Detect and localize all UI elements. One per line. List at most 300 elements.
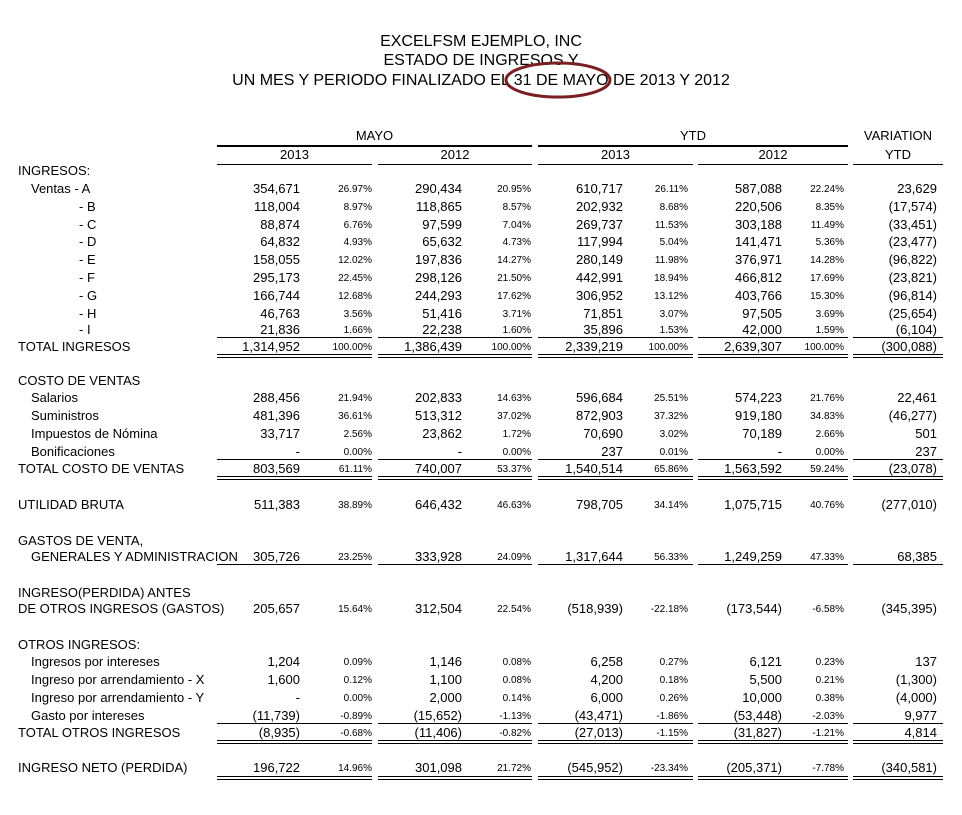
row-label: Ventas - A — [31, 181, 91, 196]
total-rule — [853, 743, 943, 744]
amount-cell: 65,632 — [422, 234, 462, 249]
total-rule — [853, 357, 943, 358]
total-rule — [378, 354, 532, 355]
total-rule — [538, 743, 693, 744]
amount-cell: 22,461 — [897, 390, 937, 405]
percent-cell: 0.00% — [343, 693, 372, 704]
total-rule — [698, 459, 848, 460]
amount-cell: 158,055 — [253, 252, 300, 267]
total-rule — [217, 459, 372, 460]
amount-cell: (31,827) — [733, 725, 782, 740]
percent-cell: 17.62% — [497, 291, 531, 302]
header-mayo-2012: 2012 — [440, 147, 470, 162]
percent-cell: 5.04% — [659, 237, 688, 248]
amount-cell: 23,629 — [897, 181, 937, 196]
amount-cell: (277,010) — [881, 497, 937, 512]
percent-cell: 26.11% — [654, 184, 688, 195]
amount-cell: 646,432 — [415, 497, 462, 512]
amount-cell: 574,223 — [735, 390, 782, 405]
percent-cell: -6.58% — [812, 604, 844, 615]
percent-cell: 0.38% — [815, 693, 844, 704]
total-rule — [217, 479, 372, 480]
amount-cell: (345,395) — [881, 601, 937, 616]
total-rule — [217, 357, 372, 358]
total-rule — [378, 337, 532, 338]
amount-cell: (15,652) — [413, 708, 462, 723]
header-ytd: YTD — [680, 128, 706, 143]
amount-cell: 303,188 — [735, 217, 782, 232]
percent-cell: 40.76% — [810, 500, 844, 511]
amount-cell: 117,994 — [576, 234, 623, 249]
amount-cell: 290,434 — [415, 181, 462, 196]
total-rule — [853, 337, 943, 338]
amount-cell: (340,581) — [881, 760, 937, 775]
percent-cell: 3.02% — [659, 429, 688, 440]
amount-cell: 2,639,307 — [724, 339, 782, 354]
amount-cell: 1,386,439 — [404, 339, 462, 354]
amount-cell: (300,088) — [881, 339, 937, 354]
row-label: Gasto por intereses — [31, 708, 145, 723]
row-label: Impuestos de Nómina — [31, 426, 158, 441]
total-rule — [217, 779, 372, 780]
amount-cell: 5,500 — [749, 672, 782, 687]
percent-cell: 11.49% — [810, 220, 844, 231]
total-rule — [538, 354, 693, 355]
amount-cell: 88,874 — [260, 217, 300, 232]
amount-cell: (23,078) — [888, 461, 937, 476]
percent-cell: 100.00% — [332, 342, 372, 353]
amount-cell: (1,300) — [895, 672, 937, 687]
percent-cell: 12.02% — [338, 255, 372, 266]
percent-cell: 0.08% — [502, 657, 531, 668]
percent-cell: 0.01% — [659, 447, 688, 458]
row-label: COSTO DE VENTAS — [18, 373, 141, 388]
percent-cell: 0.08% — [502, 675, 531, 686]
amount-cell: 42,000 — [742, 322, 782, 337]
total-rule — [853, 564, 943, 565]
total-rule — [698, 776, 848, 777]
percent-cell: 0.18% — [659, 675, 688, 686]
amount-cell: 202,932 — [576, 199, 623, 214]
percent-cell: 14.27% — [497, 255, 531, 266]
row-label: - E — [79, 252, 96, 267]
row-label: INGRESO(PERDIDA) ANTES — [18, 585, 191, 600]
amount-cell: 2,339,219 — [565, 339, 623, 354]
header-rule — [698, 164, 848, 165]
percent-cell: 1.72% — [502, 429, 531, 440]
total-rule — [853, 476, 943, 477]
amount-cell: 97,505 — [742, 306, 782, 321]
amount-cell: (25,654) — [888, 306, 937, 321]
percent-cell: 0.00% — [815, 447, 844, 458]
percent-cell: 0.00% — [502, 447, 531, 458]
percent-cell: -22.18% — [650, 604, 688, 615]
row-label: GASTOS DE VENTA, — [18, 533, 144, 548]
percent-cell: 12.68% — [338, 291, 372, 302]
row-label: - D — [79, 234, 97, 249]
percent-cell: 100.00% — [648, 342, 688, 353]
percent-cell: 1.66% — [343, 325, 372, 336]
amount-cell: 197,836 — [415, 252, 462, 267]
total-rule — [217, 476, 372, 477]
total-rule — [698, 723, 848, 724]
percent-cell: 21.76% — [810, 393, 844, 404]
row-label: - B — [79, 199, 96, 214]
percent-cell: 8.97% — [343, 202, 372, 213]
amount-cell: 21,836 — [260, 322, 300, 337]
amount-cell: 740,007 — [415, 461, 462, 476]
amount-cell: 511,383 — [253, 497, 300, 512]
percent-cell: 36.61% — [338, 411, 372, 422]
percent-cell: 13.12% — [654, 291, 688, 302]
amount-cell: (96,822) — [888, 252, 937, 267]
total-rule — [853, 459, 943, 460]
percent-cell: 11.98% — [654, 255, 688, 266]
percent-cell: 14.96% — [338, 763, 372, 774]
statement-title: ESTADO DE INGRESOS Y — [383, 52, 579, 69]
percent-cell: 8.68% — [659, 202, 688, 213]
amount-cell: 1,204 — [267, 654, 300, 669]
percent-cell: 21.94% — [338, 393, 372, 404]
amount-cell: 1,075,715 — [724, 497, 782, 512]
amount-cell: 6,258 — [590, 654, 623, 669]
percent-cell: -0.68% — [340, 728, 372, 739]
total-rule — [538, 459, 693, 460]
percent-cell: 100.00% — [491, 342, 531, 353]
header-ytd-2013: 2013 — [601, 147, 630, 162]
row-label: TOTAL OTROS INGRESOS — [18, 725, 181, 740]
percent-cell: 21.50% — [497, 273, 531, 284]
percent-cell: -7.78% — [812, 763, 844, 774]
amount-cell: (33,451) — [888, 217, 937, 232]
amount-cell: 4,814 — [904, 725, 937, 740]
total-rule — [538, 337, 693, 338]
row-label: GENERALES Y ADMINISTRACION — [31, 549, 238, 564]
period-title: UN MES Y PERIODO FINALIZADO EL 31 DE MAYO DE 2013 Y 2012 — [232, 72, 730, 89]
total-rule — [853, 723, 943, 724]
amount-cell: (518,939) — [567, 601, 623, 616]
row-label: - C — [79, 217, 97, 232]
percent-cell: 61.11% — [338, 464, 372, 475]
amount-cell: (46,277) — [888, 408, 937, 423]
amount-cell: 237 — [915, 444, 937, 459]
amount-cell: 202,833 — [415, 390, 462, 405]
row-label: INGRESO NETO (PERDIDA) — [18, 760, 188, 775]
total-rule — [698, 476, 848, 477]
header-variation: VARIATION — [863, 128, 933, 143]
amount-cell: 587,088 — [735, 181, 782, 196]
total-rule — [698, 337, 848, 338]
total-rule — [698, 354, 848, 355]
percent-cell: 0.12% — [343, 675, 372, 686]
amount-cell: 919,180 — [735, 408, 782, 423]
amount-cell: - — [295, 690, 300, 705]
percent-cell: 23.25% — [338, 552, 372, 563]
total-rule — [698, 564, 848, 565]
amount-cell: 6,121 — [749, 654, 782, 669]
total-rule — [378, 723, 532, 724]
amount-cell: (27,013) — [574, 725, 623, 740]
total-rule — [853, 354, 943, 355]
percent-cell: 3.56% — [343, 309, 372, 320]
amount-cell: (96,814) — [888, 288, 937, 303]
percent-cell: 34.83% — [810, 411, 844, 422]
percent-cell: 0.27% — [659, 657, 688, 668]
percent-cell: 17.69% — [810, 273, 844, 284]
amount-cell: 1,314,952 — [242, 339, 300, 354]
percent-cell: 6.76% — [343, 220, 372, 231]
amount-cell: 501 — [915, 426, 937, 441]
amount-cell: 166,744 — [253, 288, 300, 303]
percent-cell: 1.59% — [815, 325, 844, 336]
amount-cell: 288,456 — [253, 390, 300, 405]
percent-cell: 15.30% — [810, 291, 844, 302]
amount-cell: 305,726 — [253, 549, 300, 564]
percent-cell: 4.73% — [502, 237, 531, 248]
total-rule — [853, 779, 943, 780]
total-rule — [698, 740, 848, 741]
percent-cell: 21.72% — [497, 763, 531, 774]
amount-cell: 1,100 — [429, 672, 462, 687]
percent-cell: 65.86% — [654, 464, 688, 475]
amount-cell: (17,574) — [888, 199, 937, 214]
percent-cell: 3.71% — [502, 309, 531, 320]
amount-cell: 1,563,592 — [724, 461, 782, 476]
header-rule — [217, 164, 372, 165]
percent-cell: 1.53% — [659, 325, 688, 336]
header-rule — [853, 164, 943, 165]
percent-cell: 7.04% — [502, 220, 531, 231]
amount-cell: 71,851 — [583, 306, 623, 321]
amount-cell: 51,416 — [422, 306, 462, 321]
total-rule — [698, 479, 848, 480]
amount-cell: 237 — [601, 444, 623, 459]
percent-cell: 0.23% — [815, 657, 844, 668]
amount-cell: 280,149 — [576, 252, 623, 267]
header-rule — [538, 164, 693, 165]
amount-cell: - — [457, 444, 462, 459]
amount-cell: 244,293 — [415, 288, 462, 303]
percent-cell: 11.53% — [654, 220, 688, 231]
percent-cell: 8.57% — [502, 202, 531, 213]
percent-cell: -1.13% — [499, 711, 531, 722]
amount-cell: 872,903 — [576, 408, 623, 423]
percent-cell: 22.45% — [338, 273, 372, 284]
percent-cell: 38.89% — [338, 500, 372, 511]
amount-cell: 64,832 — [260, 234, 300, 249]
total-rule — [538, 740, 693, 741]
total-rule — [217, 337, 372, 338]
percent-cell: 59.24% — [810, 464, 844, 475]
percent-cell: -0.89% — [340, 711, 372, 722]
percent-cell: 0.26% — [659, 693, 688, 704]
row-label: - G — [79, 288, 98, 303]
amount-cell: 269,737 — [576, 217, 623, 232]
percent-cell: 37.02% — [497, 411, 531, 422]
percent-cell: 25.51% — [654, 393, 688, 404]
percent-cell: 3.69% — [815, 309, 844, 320]
amount-cell: 333,928 — [415, 549, 462, 564]
amount-cell: 513,312 — [415, 408, 462, 423]
amount-cell: 97,599 — [422, 217, 462, 232]
amount-cell: (11,739) — [252, 708, 300, 723]
total-rule — [698, 743, 848, 744]
amount-cell: 312,504 — [415, 601, 462, 616]
total-rule — [538, 776, 693, 777]
percent-cell: 1.60% — [502, 325, 531, 336]
percent-cell: 22.24% — [810, 184, 844, 195]
percent-cell: 3.07% — [659, 309, 688, 320]
amount-cell: 70,690 — [583, 426, 623, 441]
header-mayo-2013: 2013 — [280, 147, 309, 162]
amount-cell: (173,544) — [726, 601, 782, 616]
amount-cell: (4,000) — [895, 690, 937, 705]
percent-cell: -1.21% — [812, 728, 844, 739]
amount-cell: 306,952 — [576, 288, 623, 303]
row-label: TOTAL INGRESOS — [18, 339, 131, 354]
amount-cell: (53,448) — [733, 708, 782, 723]
row-label: Ingreso por arrendamiento - X — [31, 672, 205, 687]
amount-cell: 9,977 — [904, 708, 937, 723]
header-mayo: MAYO — [355, 128, 394, 143]
total-rule — [378, 776, 532, 777]
header-ytd-2012: 2012 — [758, 147, 788, 162]
total-rule — [378, 564, 532, 565]
amount-cell: 118,004 — [253, 199, 300, 214]
amount-cell: 610,717 — [576, 181, 623, 196]
total-rule — [217, 743, 372, 744]
total-rule — [378, 479, 532, 480]
amount-cell: 33,717 — [260, 426, 300, 441]
total-rule — [217, 564, 372, 565]
amount-cell: 295,173 — [253, 270, 300, 285]
percent-cell: -1.86% — [656, 711, 688, 722]
percent-cell: 53.37% — [497, 464, 531, 475]
amount-cell: (205,371) — [726, 760, 782, 775]
total-rule — [538, 723, 693, 724]
amount-cell: 46,763 — [260, 306, 300, 321]
total-rule — [538, 779, 693, 780]
percent-cell: 26.97% — [338, 184, 372, 195]
total-rule — [217, 740, 372, 741]
row-label: Ingresos por intereses — [31, 654, 160, 669]
total-rule — [217, 723, 372, 724]
amount-cell: (545,952) — [567, 760, 623, 775]
header-rule — [378, 164, 532, 165]
amount-cell: 4,200 — [590, 672, 623, 687]
amount-cell: 442,991 — [576, 270, 623, 285]
percent-cell: 46.63% — [497, 500, 531, 511]
total-rule — [378, 476, 532, 477]
percent-cell: 5.36% — [815, 237, 844, 248]
total-rule — [378, 459, 532, 460]
total-rule — [538, 564, 693, 565]
percent-cell: 8.35% — [815, 202, 844, 213]
percent-cell: 24.09% — [497, 552, 531, 563]
amount-cell: 1,540,514 — [565, 461, 623, 476]
amount-cell: - — [295, 444, 300, 459]
amount-cell: 803,569 — [253, 461, 300, 476]
total-rule — [378, 357, 532, 358]
amount-cell: 596,684 — [576, 390, 623, 405]
row-label: Suministros — [31, 408, 99, 423]
total-rule — [217, 354, 372, 355]
amount-cell: 35,896 — [583, 322, 623, 337]
amount-cell: 23,862 — [422, 426, 462, 441]
amount-cell: 70,189 — [742, 426, 782, 441]
percent-cell: -2.03% — [812, 711, 844, 722]
row-label: - I — [79, 322, 91, 337]
total-rule — [853, 479, 943, 480]
amount-cell: 205,657 — [253, 601, 300, 616]
amount-cell: - — [777, 444, 782, 459]
amount-cell: (6,104) — [895, 322, 937, 337]
amount-cell: (8,935) — [258, 725, 300, 740]
percent-cell: 14.63% — [497, 393, 531, 404]
amount-cell: 403,766 — [735, 288, 782, 303]
row-label: INGRESOS: — [18, 163, 91, 178]
amount-cell: 68,385 — [897, 549, 937, 564]
percent-cell: 0.00% — [343, 447, 372, 458]
percent-cell: 2.56% — [343, 429, 372, 440]
percent-cell: 4.93% — [343, 237, 372, 248]
total-rule — [538, 476, 693, 477]
percent-cell: 14.28% — [810, 255, 844, 266]
amount-cell: 376,971 — [735, 252, 782, 267]
amount-cell: 10,000 — [742, 690, 782, 705]
row-label: TOTAL COSTO DE VENTAS — [18, 461, 185, 476]
amount-cell: 798,705 — [576, 497, 623, 512]
amount-cell: 354,671 — [253, 181, 300, 196]
percent-cell: -0.82% — [499, 728, 531, 739]
row-label: - H — [79, 306, 97, 321]
percent-cell: 0.21% — [815, 675, 844, 686]
total-rule — [378, 740, 532, 741]
amount-cell: 6,000 — [590, 690, 623, 705]
amount-cell: 1,317,644 — [565, 549, 623, 564]
amount-cell: 220,506 — [735, 199, 782, 214]
row-label: Ingreso por arrendamiento - Y — [31, 690, 205, 705]
total-rule — [538, 479, 693, 480]
amount-cell: 1,600 — [267, 672, 300, 687]
amount-cell: (43,471) — [574, 708, 623, 723]
total-rule — [853, 740, 943, 741]
amount-cell: (23,477) — [888, 234, 937, 249]
row-label: Salarios — [31, 390, 78, 405]
company-name: EXCELFSM EJEMPLO, INC — [380, 33, 582, 50]
percent-cell: 37.32% — [654, 411, 688, 422]
total-rule — [378, 743, 532, 744]
row-label: Bonificaciones — [31, 444, 115, 459]
amount-cell: 141,471 — [735, 234, 782, 249]
percent-cell: 2.66% — [815, 429, 844, 440]
row-label: - F — [79, 270, 95, 285]
amount-cell: 481,396 — [253, 408, 300, 423]
percent-cell: 0.09% — [343, 657, 372, 668]
highlight-circle — [503, 60, 613, 100]
percent-cell: 0.14% — [502, 693, 531, 704]
amount-cell: 118,865 — [415, 199, 462, 214]
percent-cell: 34.14% — [654, 500, 688, 511]
amount-cell: 1,146 — [429, 654, 462, 669]
percent-cell: -23.34% — [650, 763, 688, 774]
amount-cell: 22,238 — [422, 322, 462, 337]
amount-cell: 301,098 — [415, 760, 462, 775]
row-label: UTILIDAD BRUTA — [18, 497, 124, 512]
percent-cell: 20.95% — [497, 184, 531, 195]
amount-cell: (23,821) — [888, 270, 937, 285]
total-rule — [698, 779, 848, 780]
